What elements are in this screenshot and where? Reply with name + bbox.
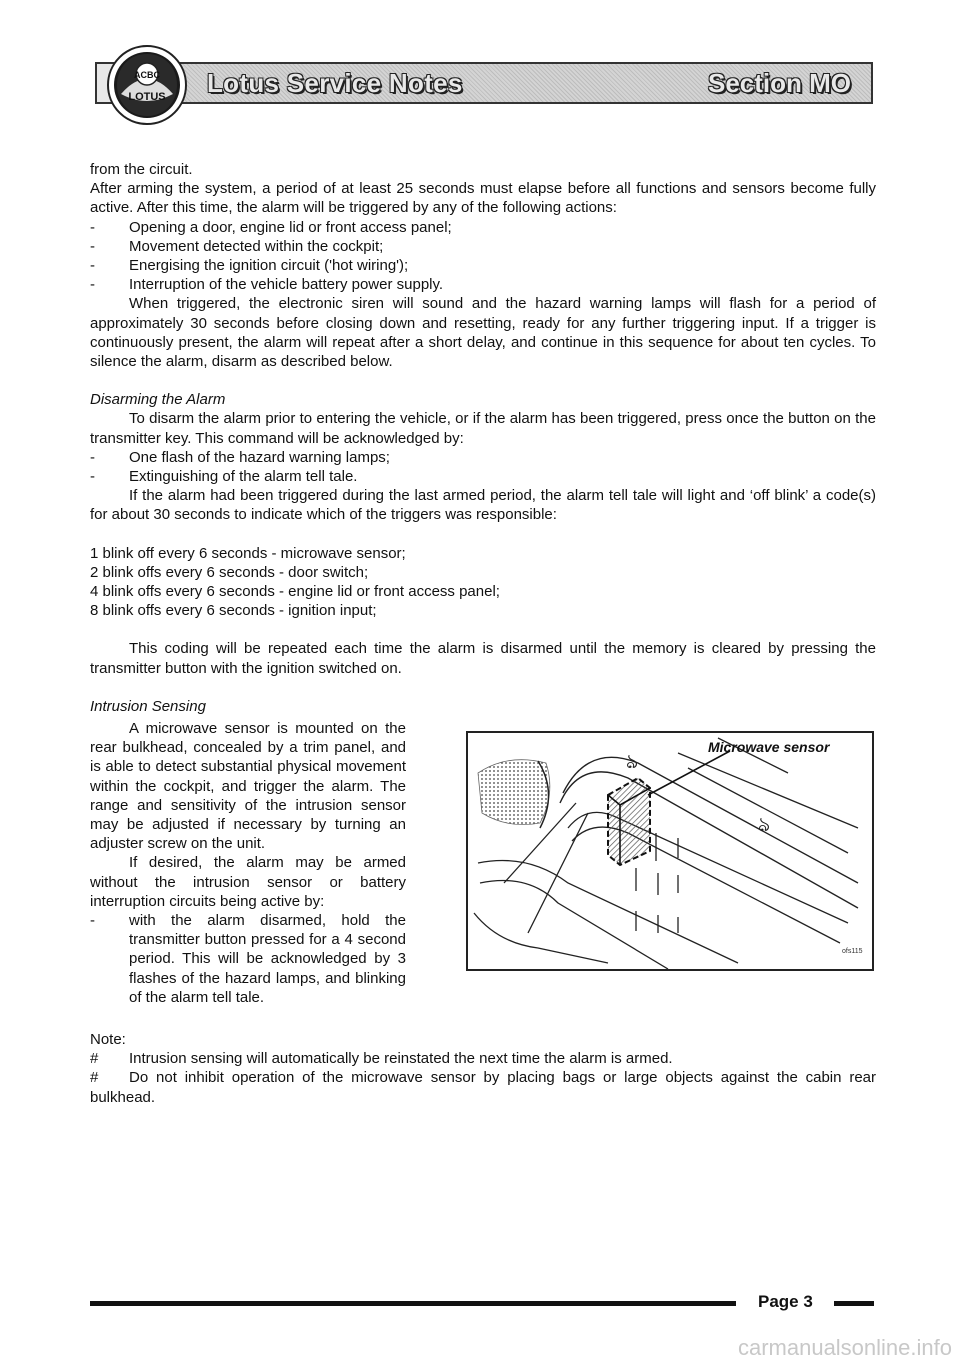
figure-label: Microwave sensor bbox=[708, 739, 830, 755]
list-item: - Interruption of the vehicle battery power supply. bbox=[90, 276, 444, 294]
section-heading: Intrusion Sensing bbox=[90, 697, 206, 715]
footer-rule bbox=[90, 1301, 736, 1306]
list-item: 8 blink offs every 6 seconds - ignition input; bbox=[90, 602, 377, 620]
list-item: - Movement detected within the cockpit; bbox=[90, 237, 384, 255]
paragraph: After arming the system, a period of at least 25 seconds must elapse before all functions and sensors become fully active. After this time, the alarm will be triggered by any of the following actions: bbox=[90, 180, 876, 217]
logo-text: LOTUS bbox=[128, 91, 166, 103]
list-item: 4 blink offs every 6 seconds - engine lid or front access panel; bbox=[90, 583, 500, 601]
list-item: 1 blink off every 6 seconds - microwave sensor; bbox=[90, 544, 406, 562]
note-item: # Do not inhibit operation of the microwave sensor by placing bags or large objects against the cabin rear bulkhead. bbox=[90, 1069, 876, 1106]
main-text bbox=[90, 160, 876, 716]
list-item: - Energising the ignition circuit ('hot wiring'); bbox=[90, 257, 409, 275]
paragraph: from the circuit. bbox=[90, 161, 193, 178]
paragraph: If desired, the alarm may be armed without the intrusion sensor or battery interruption circuits being active by: bbox=[90, 854, 406, 910]
microwave-sensor-figure bbox=[466, 731, 874, 971]
list-item: - One flash of the hazard warning lamps; bbox=[90, 448, 390, 466]
note-item: # Intrusion sensing will automatically be reinstated the next time the alarm is armed. bbox=[90, 1050, 673, 1068]
paragraph: When triggered, the electronic siren will sound and the hazard warning lamps will flash for a period of approximately 30 seconds before closing down and resetting, ready for any further triggering input. If a trigger is continuously present, the alarm will repeat after a short delay, and continue in this sequence for about ten cycles. To silence the alarm, disarm as described below. bbox=[90, 295, 876, 371]
lotus-logo-icon bbox=[103, 44, 191, 126]
section-label: Section MO bbox=[707, 68, 851, 98]
paragraph: This coding will be repeated each time the alarm is disarmed until the memory is cleared by pressing the transmitter button with the ignition switched on. bbox=[90, 640, 876, 677]
paragraph: A microwave sensor is mounted on the rear bulkhead, concealed by a trim panel, and is able to detect substantial physical movement within the cockpit, and trigger the alarm. The range and sensitivity of the intrusion sensor may be adjusted if necessary by turning an adjuster screw on the unit. bbox=[90, 720, 406, 853]
watermark: carmanualsonline.info bbox=[737, 1335, 952, 1360]
list-item: - Opening a door, engine lid or front access panel; bbox=[90, 218, 452, 236]
sensor-diagram bbox=[468, 733, 872, 969]
paragraph: If the alarm had been triggered during the last armed period, the alarm tell tale will light and ‘off blink’ a code(s) for about 30 seconds to indicate which of the triggers was responsible: bbox=[90, 487, 876, 524]
list-item: 2 blink offs every 6 seconds - door switch; bbox=[90, 563, 369, 581]
section-heading: Disarming the Alarm bbox=[90, 391, 226, 409]
svg-text:ঌ: ঌ bbox=[758, 812, 771, 836]
paragraph: To disarm the alarm prior to entering the vehicle, or if the alarm has been triggered, press once the button on the transmitter key. This command will be acknowledged by: bbox=[90, 410, 876, 447]
footer-rule-short bbox=[834, 1301, 874, 1306]
page-number: Page 3 bbox=[758, 1292, 813, 1311]
notes bbox=[90, 1030, 876, 1107]
page-title: Lotus Service Notes bbox=[207, 68, 463, 98]
header-banner bbox=[95, 62, 873, 104]
note-label: Note: bbox=[90, 1031, 126, 1048]
svg-text:ঌ: ঌ bbox=[626, 749, 639, 773]
logo-monogram: ACBC bbox=[134, 70, 160, 80]
list-item: - with the alarm disarmed, hold the transmitter button pressed for a 4 second period. This will be acknowledged by 3 flashes of the hazard lamps, and blinking of the alarm tell tale. bbox=[90, 912, 406, 1006]
list-item: - Extinguishing of the alarm tell tale. bbox=[90, 468, 358, 486]
figure-code: ofs115 bbox=[842, 948, 863, 955]
intrusion-text bbox=[90, 719, 406, 1007]
